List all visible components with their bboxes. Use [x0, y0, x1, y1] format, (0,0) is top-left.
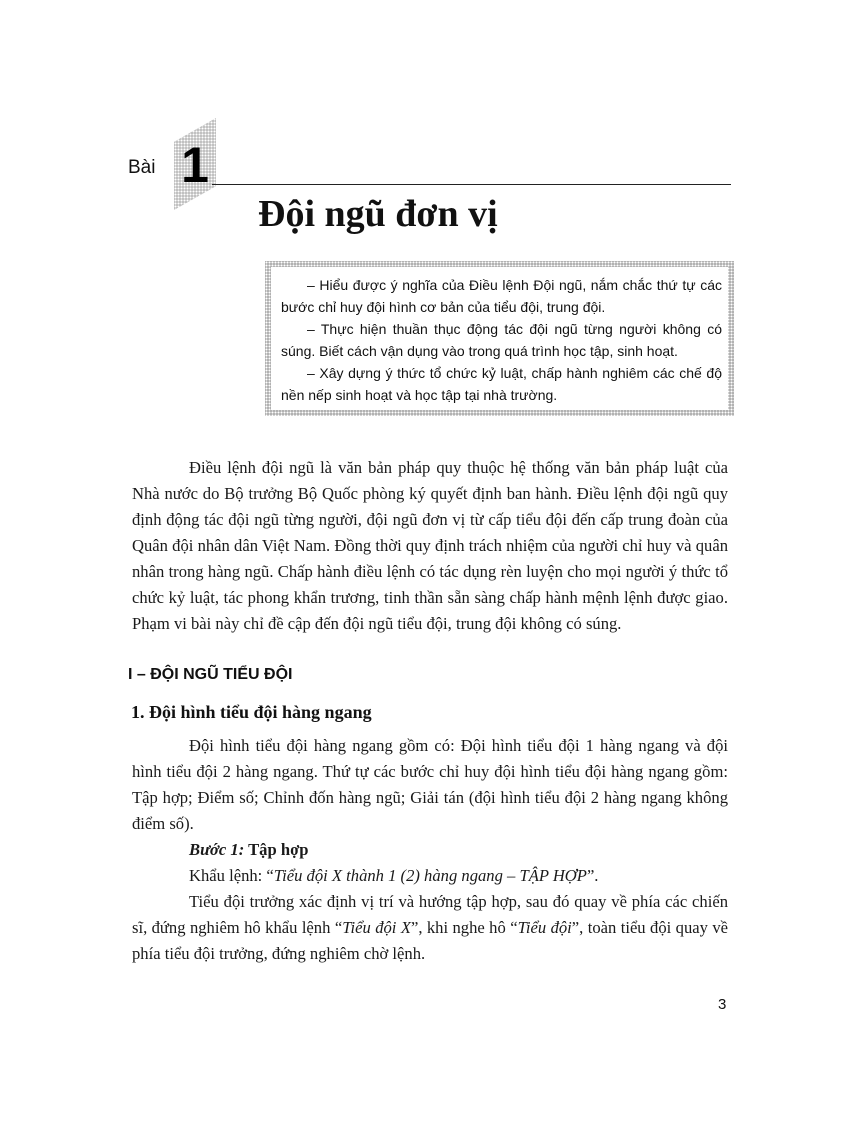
- step-label: Bước 1:: [189, 840, 245, 859]
- command-prefix: Khẩu lệnh: “: [189, 866, 274, 885]
- lesson-number: 1: [181, 137, 209, 193]
- intro-paragraph: Điều lệnh đội ngũ là văn bản pháp quy thuộc hệ thống văn bản pháp luật của Nhà nước do Bộ trưởng Bộ Quốc phòng ký quyết định ban hành. Điều lệnh đội ngũ quy định động tác đội ngũ từng người, đội ngũ đơn vị từ cấp tiểu đội đến cấp trung đoàn của Quân đội nhân dân Việt Nam. Đồng thời quy định trách nhiệm của người chỉ huy và quân nhân trong hàng ngũ. Chấp hành điều lệnh có tác dụng rèn luyện cho mọi người ý thức tổ chức kỷ luật, tác phong khẩn trương, tinh thần sẵn sàng chấp hành mệnh lệnh được giao. Phạm vi bài này chỉ đề cập đến đội ngũ tiểu đội, trung đội không có súng.: [132, 458, 728, 633]
- command-suffix: ”.: [586, 866, 599, 885]
- section-heading: I – ĐỘI NGŨ TIỂU ĐỘI: [128, 666, 293, 683]
- formation-paragraph: Đội hình tiểu đội hàng ngang gồm có: Đội hình tiểu đội 1 hàng ngang và đội hình tiểu đội 2 hàng ngang. Thứ tự các bước chỉ huy đội hình tiểu đội hàng ngang gồm: Tập hợp; Điểm số; Chỉnh đốn hàng ngũ; Giải tán (đội hình tiểu đội 2 hàng ngang không điểm số).: [132, 736, 728, 833]
- command-text: Tiểu đội X thành 1 (2) hàng ngang – TẬP HỢP: [273, 866, 587, 885]
- objective-item: – Hiểu được ý nghĩa của Điều lệnh Đội ngũ, nắm chắc thứ tự các bước chỉ huy đội hình cơ bản của tiểu đội, trung đội.: [281, 277, 722, 315]
- procedure-text-3: ”, toàn tiểu đội quay về phía tiểu đội trưởng, đứng nghiêm chờ lệnh.: [132, 918, 728, 963]
- procedure-text-2: ”, khi nghe hô “: [410, 918, 518, 937]
- procedure-text-1: Tiểu đội trưởng xác định vị trí và hướng tập hợp, sau đó quay về phía các chiến sĩ, đứng nghiêm hô khẩu lệnh “: [132, 892, 728, 937]
- procedure-call-2: Tiểu đội: [517, 918, 572, 937]
- subsection-heading: 1. Đội hình tiểu đội hàng ngang: [131, 702, 372, 722]
- objective-item: – Xây dựng ý thức tổ chức kỷ luật, chấp hành nghiêm các chế độ nền nếp sinh hoạt và học tập tại nhà trường.: [281, 365, 722, 403]
- page-title: Đội ngũ đơn vị: [258, 193, 498, 235]
- step-name: Tập hợp: [244, 840, 309, 859]
- objectives-content: [271, 267, 728, 410]
- intro-section: [132, 455, 728, 637]
- procedure-paragraph: [132, 889, 728, 967]
- lesson-label: Bài: [128, 157, 156, 178]
- objective-item: – Thực hiện thuần thục động tác đội ngũ từng người không có súng. Biết cách vận dụng vào trong quá trình học tập, sinh hoạt.: [281, 321, 722, 359]
- section-body: [132, 733, 728, 967]
- objectives-box: [265, 261, 734, 416]
- page-number: 3: [718, 996, 727, 1013]
- title-divider: [212, 184, 731, 185]
- step-heading: [132, 837, 728, 863]
- procedure-call-1: Tiểu đội X: [342, 918, 411, 937]
- command-line: [132, 863, 728, 889]
